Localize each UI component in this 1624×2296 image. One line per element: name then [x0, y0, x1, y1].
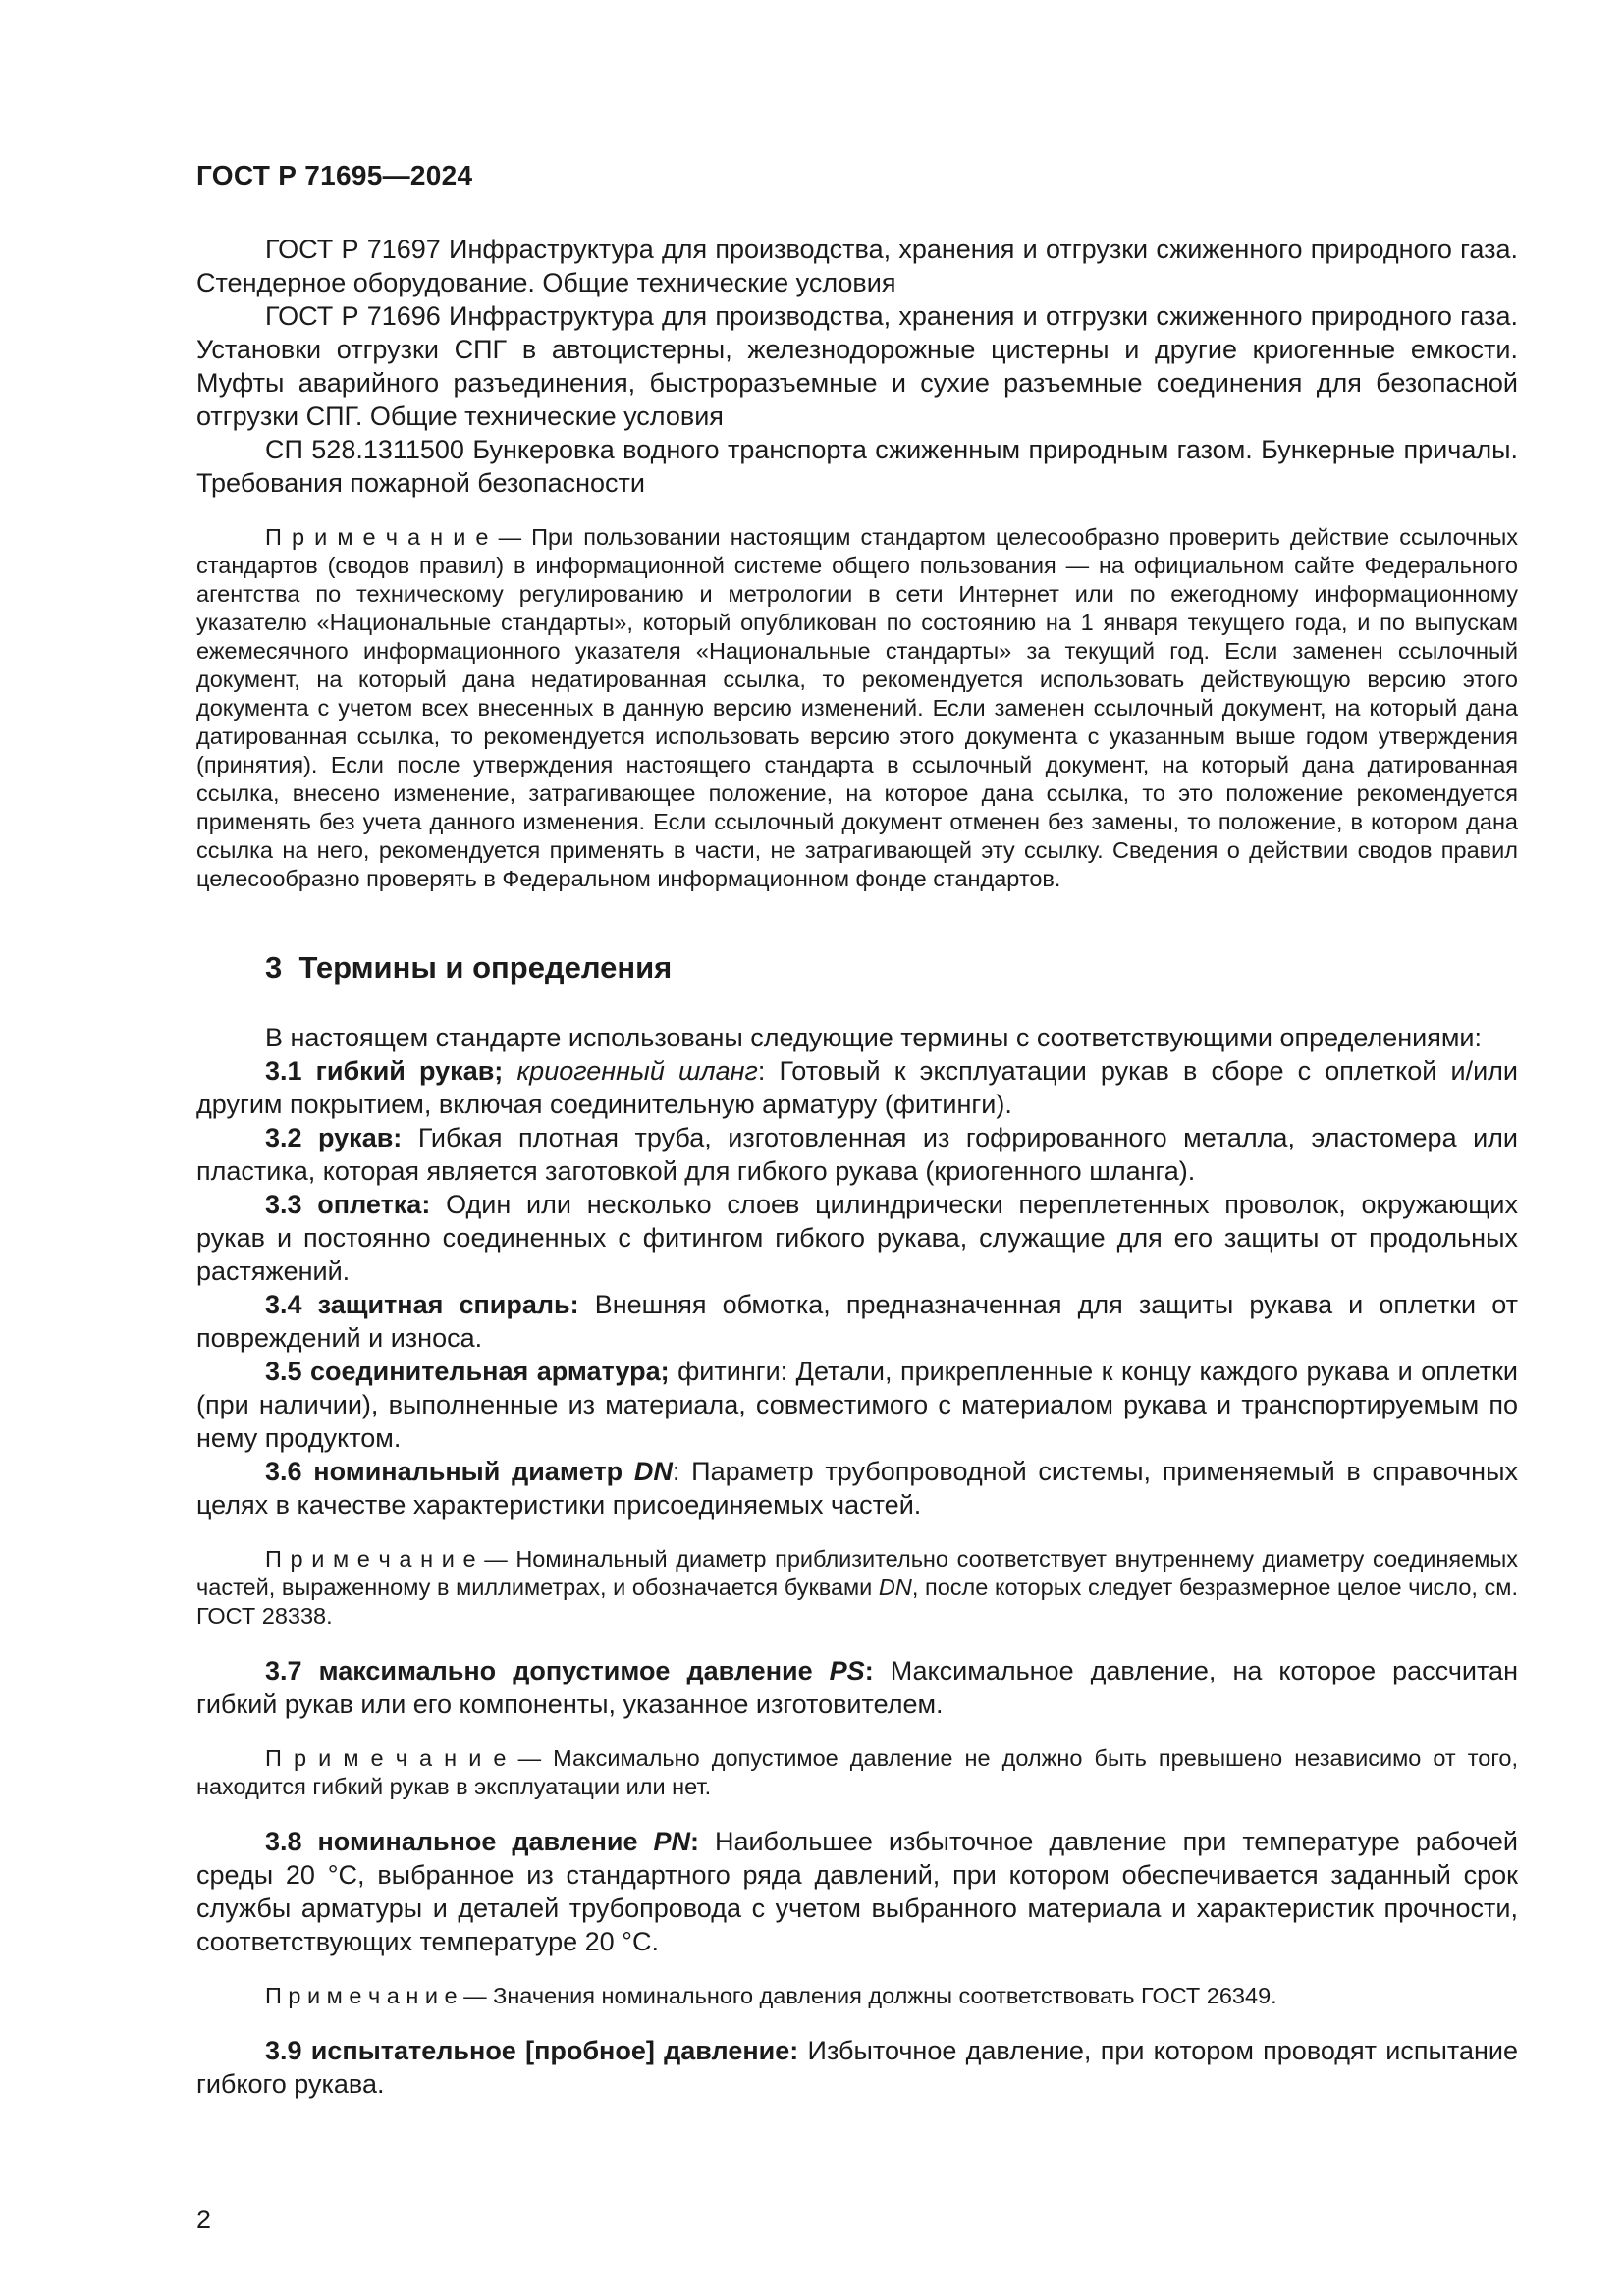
section-heading-terms: [196, 948, 1518, 988]
text-run: Один или несколько слоев цилиндрически переплетенных проволок, окружающих рукав и постоянно соединенных с фитингом гибкого рукава, служащие для его защиты от продольных растяжений.: [196, 1190, 1518, 1286]
text-run: В настоящем стандарте использованы следующие термины с соответствующими определениями:: [265, 1023, 1482, 1052]
text-run: , после которых следует безразмерное целое число, см. ГОСТ 28338.: [196, 1575, 1518, 1629]
text-run: PN: [653, 1827, 690, 1856]
text-run: 3.8 номинальное давление: [265, 1827, 654, 1856]
text-run: Внешняя обмотка, предназначенная для защиты рукава и оплетки от повреждений и износа.: [196, 1290, 1518, 1353]
term-3-1: [196, 1054, 1518, 1121]
term-3-2: [196, 1121, 1518, 1188]
text-run: Максимальное давление, на которое рассчитан гибкий рукав или его компоненты, указанное изготовителем.: [196, 1656, 1518, 1719]
text-run: PS: [829, 1656, 865, 1685]
text-run: Наибольшее избыточное давление при температуре рабочей среды 20 °С, выбранное из стандартного ряда давлений, при котором обеспечивается заданный срок службы арматуры и деталей трубопровода с учетом выбранного материала и характеристик прочности, соответствующих температуре 20 °С.: [196, 1827, 1518, 1956]
text-run: DN: [633, 1457, 673, 1486]
document-body: [196, 233, 1518, 2101]
text-run: : Готовый к эксплуатации рукав в сборе с оплеткой и/или другим покрытием, включая соединительную арматуру (фитинги).: [196, 1056, 1518, 1119]
text-run: П р и м е ч а н и е — Номинальный диаметр приблизительно соответствует внутреннему диаметру соединяемых частей, выраженному в миллиметрах, и обозначается буквами: [196, 1546, 1518, 1600]
text-run: DN: [878, 1575, 912, 1600]
text-run: 3.1 гибкий рукав;: [265, 1056, 517, 1086]
page-number: 2: [196, 2205, 212, 2234]
page-footer: [196, 2205, 211, 2235]
reference-gost-r-71696: [196, 299, 1518, 433]
term-3-7: [196, 1654, 1518, 1721]
note-3-8: [196, 1982, 1518, 2010]
text-run: 3.6 номинальный диаметр: [265, 1457, 634, 1486]
text-run: ГОСТ Р 71696 Инфраструктура для производства, хранения и отгрузки сжиженного природного газа. Установки отгрузки СПГ в автоцистерны, железнодорожные цистерны и другие криогенные емкости. Муфты аварийного разъединения, быстроразъемные и сухие разъемные соединения для безопасной отгрузки СПГ. Общие технические условия: [196, 301, 1518, 431]
text-run: :: [864, 1656, 874, 1685]
term-3-9: [196, 2034, 1518, 2101]
references-note: [196, 523, 1518, 893]
term-3-8: [196, 1825, 1518, 1958]
text-run: : Параметр трубопроводной системы, применяемый в справочных целях в качестве характеристики присоединяемых частей.: [196, 1457, 1518, 1520]
text-run: П р и м е ч а н и е — Максимально допустимое давление не должно быть превышено независимо от того, находится гибкий рукав в эксплуатации или нет.: [196, 1745, 1518, 1799]
text-run: :: [689, 1827, 699, 1856]
text-run: СП 528.1311500 Бункеровка водного транспорта сжиженным природным газом. Бункерные причалы. Требования пожарной безопасности: [196, 435, 1518, 498]
text-run: ГОСТ Р 71697 Инфраструктура для производства, хранения и отгрузки сжиженного природного газа. Стендерное оборудование. Общие технические условия: [196, 235, 1518, 297]
text-run: 3.2 рукав:: [265, 1123, 418, 1152]
term-3-4: [196, 1288, 1518, 1355]
terms-intro: [196, 1021, 1518, 1054]
document-code: ГОСТ Р 71695—2024: [196, 160, 473, 190]
term-3-6: [196, 1455, 1518, 1522]
text-run: 3 Термины и определения: [265, 950, 673, 985]
text-run: П р и м е ч а н и е — При пользовании настоящим стандартом целесообразно проверить действие ссылочных стандартов (сводов правил) в информационной системе общего пользования — на официальном сайте Федерального агентства по техническому регулированию и метрологии в сети Интернет или по ежегодному информационному указателю «Национальные стандарты», который опубликован по состоянию на 1 января текущего года, и по выпускам ежемесячного информационного указателя «Национальные стандарты» за текущий год. Если заменен ссылочный документ, на который дана недатированная ссылка, то рекомендуется использовать действующую версию этого документа с учетом всех внесенных в данную версию изменений. Если заменен ссылочный документ, на который дана датированная ссылка, то рекомендуется использовать версию этого документа с указанным выше годом утверждения (принятия). Если после утверждения настоящего стандарта в ссылочный документ, на который дана датированная ссылка, внесено изменение, затрагивающее положение, на которое дана ссылка, то это положение рекомендуется применять без учета данного изменения. Если ссылочный документ отменен без замены, то положение, в котором дана ссылка на него, рекомендуется применять в части, не затрагивающей эту ссылку. Сведения о действии сводов правил целесообразно проверять в Федеральном информационном фонде стандартов.: [196, 524, 1518, 891]
text-run: криогенный шланг: [516, 1056, 758, 1086]
text-run: 3.7 максимально допустимое давление: [265, 1656, 830, 1685]
text-run: Гибкая плотная труба, изготовленная из гофрированного металла, эластомера или пластика, которая является заготовкой для гибкого рукава (криогенного шланга).: [196, 1123, 1519, 1186]
note-3-7: [196, 1744, 1518, 1801]
term-3-5: [196, 1355, 1518, 1455]
reference-sp-528-1311500: [196, 433, 1518, 500]
text-run: фитинги: Детали, прикрепленные к концу каждого рукава и оплетки (при наличии), выполненные из материала, совместимого с материалом рукава и транспортируемым по нему продуктом.: [196, 1357, 1518, 1453]
text-run: 3.9 испытательное [пробное] давление:: [265, 2036, 808, 2065]
text-run: П р и м е ч а н и е — Значения номинального давления должны соответствовать ГОСТ 26349.: [265, 1983, 1277, 2008]
reference-gost-r-71697: [196, 233, 1518, 299]
text-run: 3.4 защитная спираль:: [265, 1290, 595, 1319]
term-3-3: [196, 1188, 1518, 1288]
note-3-6: [196, 1545, 1518, 1630]
text-run: 3.3 оплетка:: [265, 1190, 447, 1219]
text-run: 3.5 соединительная арматура;: [265, 1357, 678, 1386]
running-header: [196, 160, 1518, 191]
text-run: Избыточное давление, при котором проводят испытание гибкого рукава.: [196, 2036, 1518, 2099]
